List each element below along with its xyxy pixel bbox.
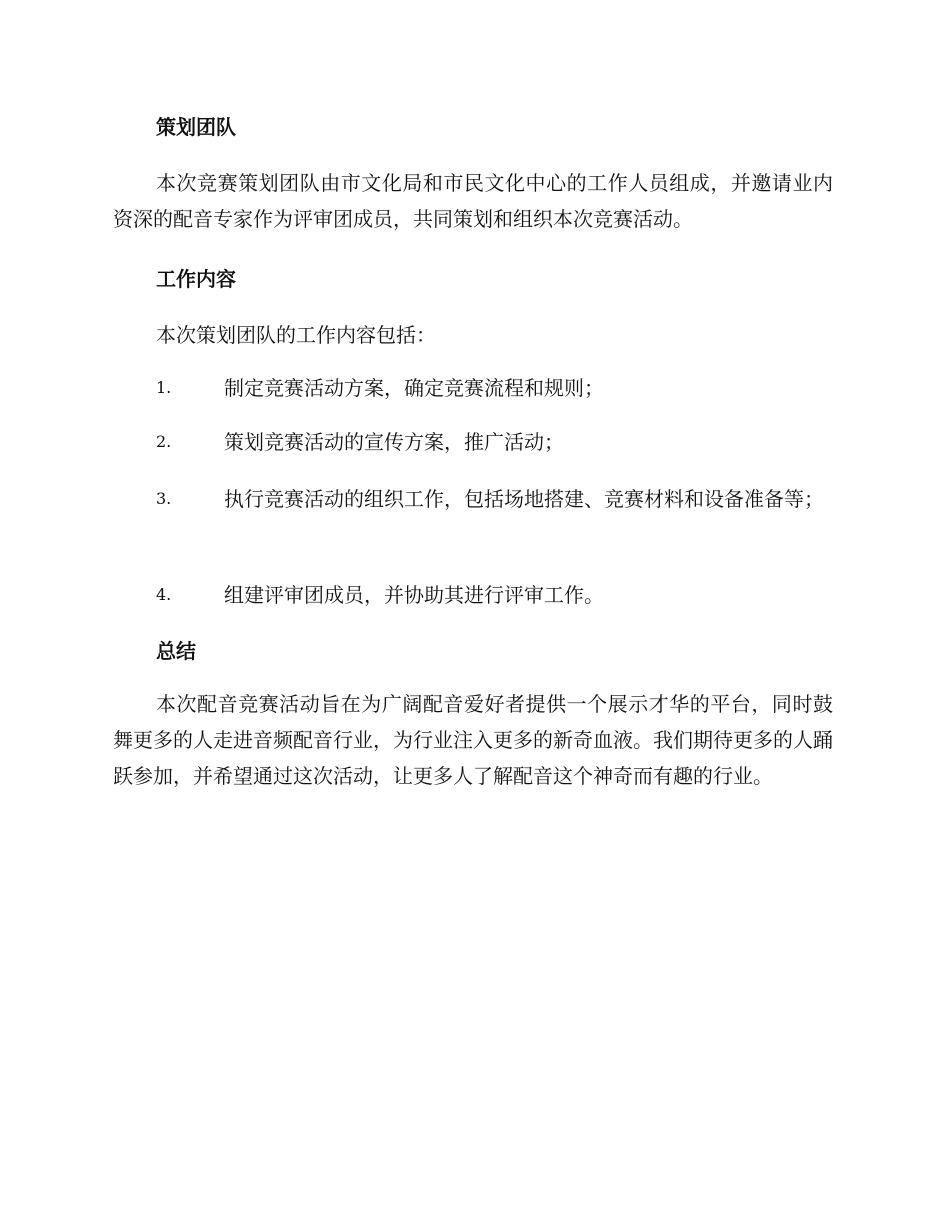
- list-item: [113, 415, 833, 469]
- list-item-number: 1.: [156, 378, 172, 397]
- list-item: [113, 472, 833, 526]
- list-item-text: 执行竞赛活动的组织工作，包括场地搭建、竞赛材料和设备准备等；: [224, 487, 824, 511]
- work-intro-paragraph: 本次策划团队的工作内容包括：: [156, 323, 436, 347]
- section-heading-work: 工作内容: [156, 267, 236, 291]
- list-item: [113, 568, 833, 622]
- list-item: [113, 361, 833, 415]
- section-heading-summary: 总结: [156, 639, 196, 663]
- list-item-number: 3.: [156, 489, 172, 508]
- list-item-text: 策划竞赛活动的宣传方案，推广活动；: [224, 430, 564, 454]
- list-item-number: 4.: [156, 585, 172, 604]
- list-item-number: 2.: [156, 432, 172, 451]
- summary-paragraph: 本次配音竞赛活动旨在为广阔配音爱好者提供一个展示才华的平台，同时鼓舞更多的人走进音频配音行业，为行业注入更多的新奇血液。我们期待更多的人踊跃参加，并希望通过这次活动，让更多人了解配音这个神奇而有趣的行业。: [113, 692, 833, 788]
- team-paragraph: 本次竞赛策划团队由市文化局和市民文化中心的工作人员组成，并邀请业内资深的配音专家作为评审团成员，共同策划和组织本次竞赛活动。: [113, 171, 833, 231]
- list-item-text: 组建评审团成员，并协助其进行评审工作。: [224, 583, 604, 607]
- list-item-text: 制定竞赛活动方案，确定竞赛流程和规则；: [224, 376, 604, 400]
- section-heading-team: 策划团队: [156, 115, 236, 139]
